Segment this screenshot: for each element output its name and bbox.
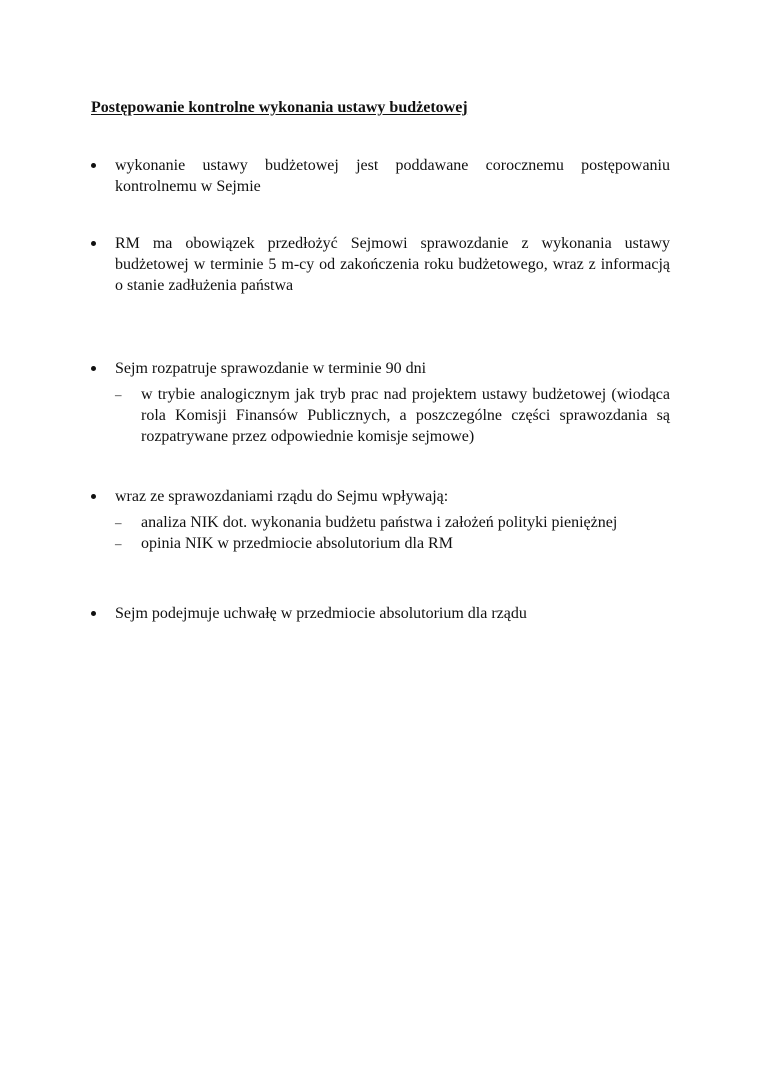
list-item-text: wykonanie ustawy budżetowej jest poddawane corocznemu postępowaniu kontrolnemu w Sejmie <box>115 157 670 195</box>
sub-list-item-text: opinia NIK w przedmiocie absolutorium dla RM <box>141 535 453 552</box>
sub-list-item-text: w trybie analogicznym jak tryb prac nad projektem ustawy budżetowej (wiodąca rola Komisji Finansów Publicznych, a poszczególne części sprawozdania są rozpatrywane przez odpowiednie komisje sejmowe) <box>141 386 670 445</box>
list-item <box>91 603 670 624</box>
list-item <box>91 358 670 447</box>
list-item <box>91 233 670 296</box>
list-item-text: RM ma obowiązek przedłożyć Sejmowi sprawozdanie z wykonania ustawy budżetowej w terminie 5 m-cy od zakończenia roku budżetowego, wraz z informacją o stanie zadłużenia państwa <box>115 235 670 294</box>
sub-list-item <box>115 384 670 447</box>
list-item-text: Sejm rozpatruje sprawozdanie w terminie 90 dni <box>115 360 427 377</box>
sub-list-item-text: analiza NIK dot. wykonania budżetu państwa i założeń polityki pieniężnej <box>141 514 618 531</box>
dash-marker: – <box>115 387 122 402</box>
sub-list-item <box>115 512 670 533</box>
dash-marker: – <box>115 515 122 530</box>
list-item-text: Sejm podejmuje uchwałę w przedmiocie absolutorium dla rządu <box>115 605 527 622</box>
list-item <box>91 486 670 554</box>
list-item <box>91 155 670 197</box>
document-title: Postępowanie kontrolne wykonania ustawy budżetowej <box>91 99 468 116</box>
sub-list-item <box>115 533 670 554</box>
list-item-text: wraz ze sprawozdaniami rządu do Sejmu wpływają: <box>115 488 449 505</box>
dash-marker: – <box>115 536 122 551</box>
